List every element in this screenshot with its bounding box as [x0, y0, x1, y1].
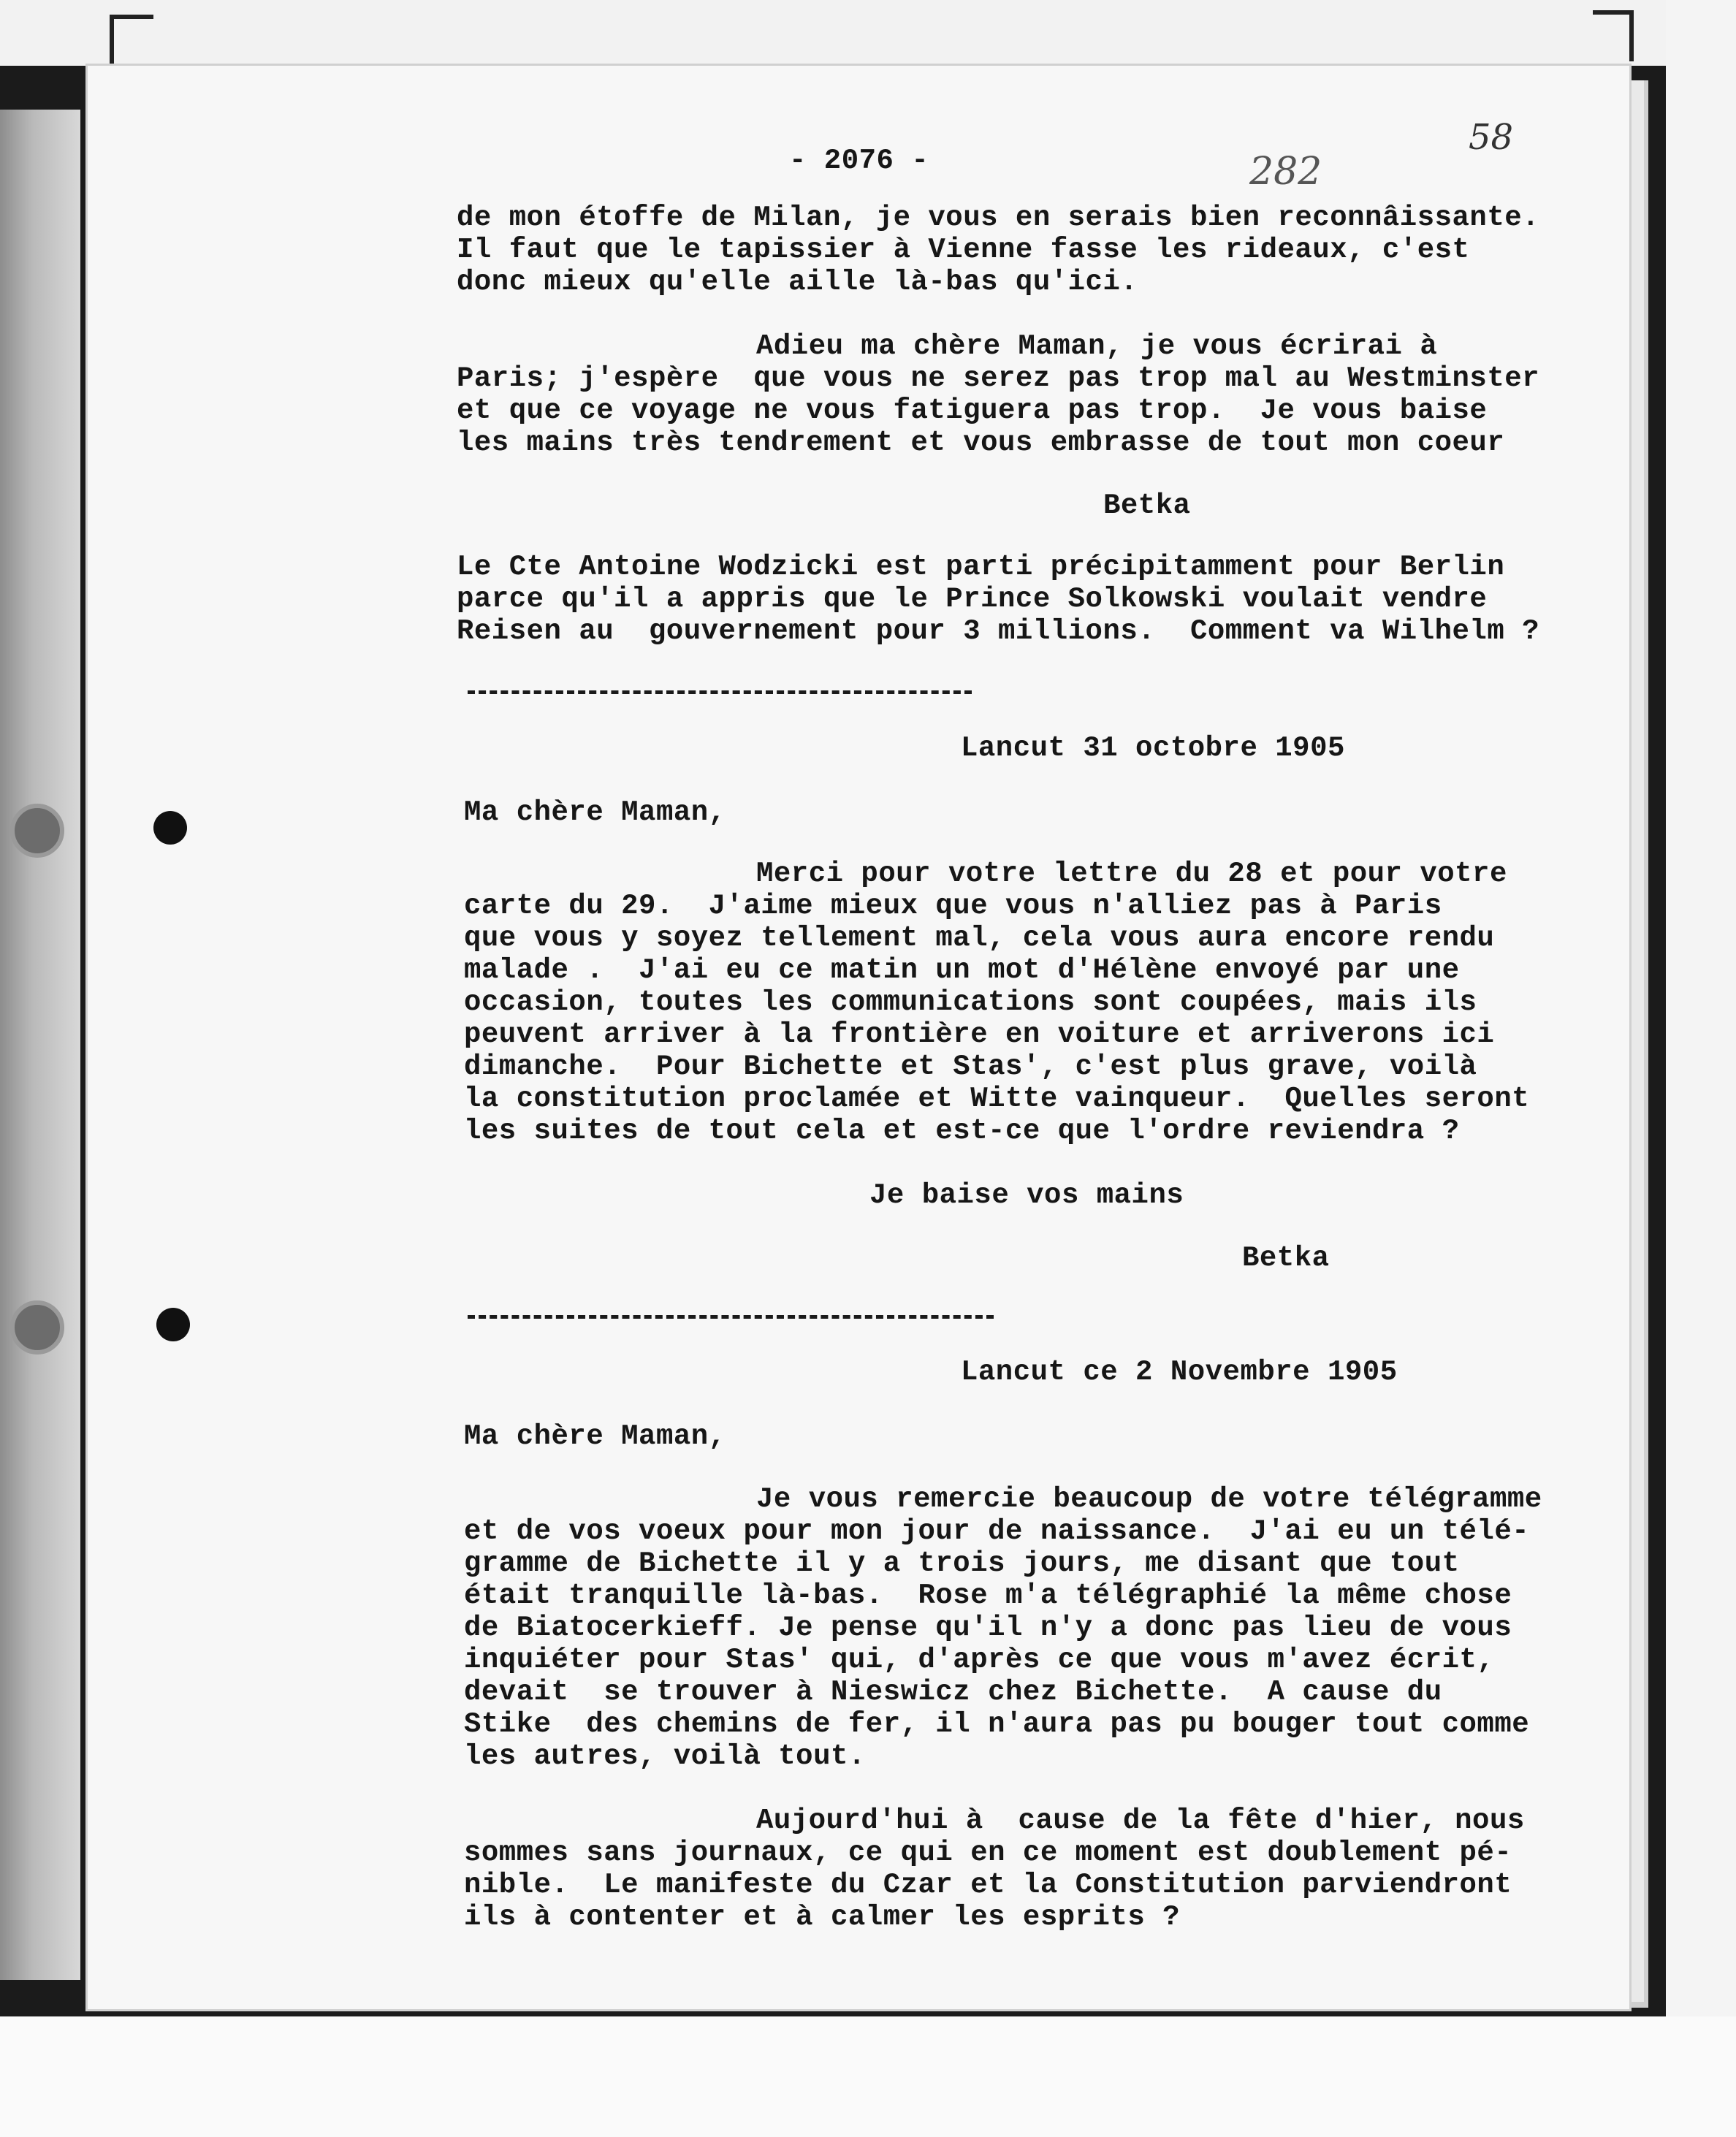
document-page [88, 66, 1629, 2009]
text-line: Aujourd'hui à cause de la fête d'hier, nous [756, 1805, 1525, 1837]
signature: Betka [1242, 1242, 1330, 1274]
text-line: parce qu'il a appris que le Prince Solkowski voulait vendre [457, 583, 1488, 615]
text-line: Reisen au gouvernement pour 3 millions. Comment va Wilhelm ? [457, 615, 1540, 647]
salutation: Ma chère Maman, [464, 1420, 726, 1452]
binder-edge [0, 110, 80, 1980]
text-line: Adieu ma chère Maman, je vous écrirai à [756, 330, 1438, 362]
text-line: nible. Le manifeste du Czar et la Constitution parviendront [464, 1869, 1512, 1901]
text-line: carte du 29. J'aime mieux que vous n'alliez pas à Paris [464, 890, 1442, 922]
text-line: de Biatocerkieff. Je pense qu'il n'y a donc pas lieu de vous [464, 1612, 1512, 1644]
crop-mark [110, 15, 153, 19]
binder-ring-icon [10, 804, 64, 858]
text-line: dimanche. Pour Bichette et Stas', c'est plus grave, voilà [464, 1051, 1477, 1083]
text-line: Merci pour votre lettre du 28 et pour votre [756, 858, 1507, 890]
signature: Betka [1103, 490, 1191, 522]
text-line: les mains très tendrement et vous embrasse de tout mon coeur [457, 427, 1505, 459]
scan-background-bottom [0, 2016, 1736, 2137]
page-number: - 2076 - [789, 145, 929, 177]
text-line: malade . J'ai eu ce matin un mot d'Hélène envoyé par une [464, 954, 1460, 986]
punch-hole-icon [153, 811, 187, 845]
text-line: sommes sans journaux, ce qui en ce moment est doublement pé- [464, 1837, 1512, 1869]
stamp-number: 282 [1249, 150, 1322, 194]
text-line: devait se trouver à Nieswicz chez Bichette. A cause du [464, 1676, 1442, 1708]
text-line: donc mieux qu'elle aille là-bas qu'ici. [457, 266, 1138, 298]
crop-mark [1629, 10, 1634, 61]
dateline: Lancut 31 octobre 1905 [961, 732, 1345, 764]
crop-mark [1593, 10, 1634, 15]
text-line: Paris; j'espère que vous ne serez pas trop mal au Westminster [457, 362, 1540, 395]
section-divider [468, 1315, 994, 1319]
scan-background-right [1666, 0, 1736, 2137]
text-line: Je vous remercie beaucoup de votre télégramme [756, 1483, 1542, 1515]
text-line: ils à contenter et à calmer les esprits ? [464, 1901, 1181, 1933]
section-divider [468, 690, 972, 694]
text-line: Il faut que le tapissier à Vienne fasse les rideaux, c'est [457, 234, 1470, 266]
text-line: était tranquille là-bas. Rose m'a télégraphié la même chose [464, 1580, 1512, 1612]
text-line: occasion, toutes les communications sont coupées, mais ils [464, 986, 1477, 1018]
corner-number: 58 [1469, 117, 1514, 158]
binder-ring-icon [10, 1300, 64, 1355]
scan-background-top [0, 0, 1736, 66]
text-line: les autres, voilà tout. [464, 1740, 866, 1772]
text-line: inquiéter pour Stas' qui, d'après ce que vous m'avez écrit, [464, 1644, 1495, 1676]
punch-hole-icon [156, 1308, 190, 1341]
text-line: et que ce voyage ne vous fatiguera pas trop. Je vous baise [457, 395, 1488, 427]
text-line: peuvent arriver à la frontière en voiture et arriverons ici [464, 1018, 1495, 1051]
closing: Je baise vos mains [869, 1179, 1184, 1211]
salutation: Ma chère Maman, [464, 796, 726, 828]
text-line: gramme de Bichette il y a trois jours, me disant que tout [464, 1547, 1460, 1580]
dateline: Lancut ce 2 Novembre 1905 [961, 1356, 1398, 1388]
text-line: et de vos voeux pour mon jour de naissance. J'ai eu un télé- [464, 1515, 1530, 1547]
text-line: Le Cte Antoine Wodzicki est parti précipitamment pour Berlin [457, 551, 1505, 583]
crop-mark [110, 15, 114, 73]
text-line: que vous y soyez tellement mal, cela vous aura encore rendu [464, 922, 1495, 954]
text-line: de mon étoffe de Milan, je vous en serais bien reconnâissante. [457, 202, 1540, 234]
text-line: la constitution proclamée et Witte vainqueur. Quelles seront [464, 1083, 1530, 1115]
text-line: les suites de tout cela et est-ce que l'ordre reviendra ? [464, 1115, 1460, 1147]
text-line: Stike des chemins de fer, il n'aura pas pu bouger tout comme [464, 1708, 1530, 1740]
